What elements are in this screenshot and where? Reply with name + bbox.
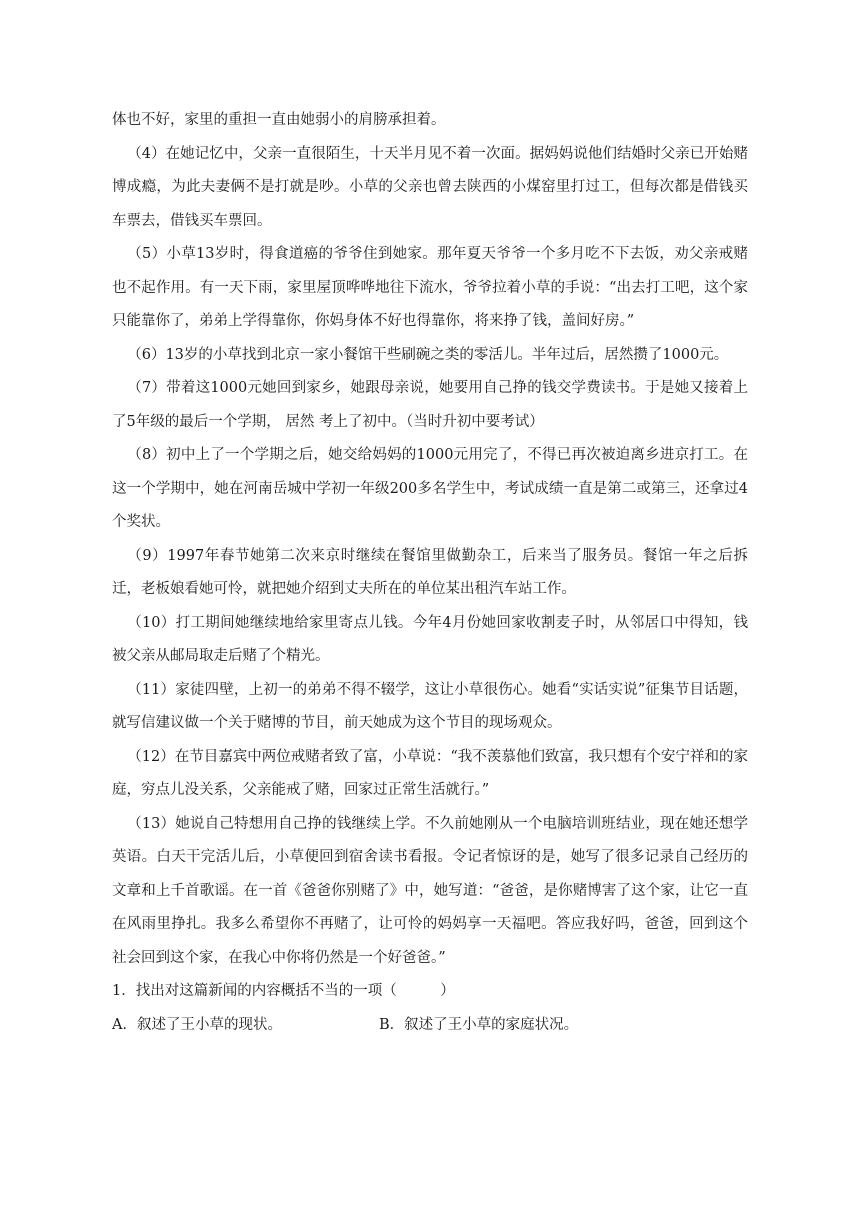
option-a[interactable]: A．叙述了王小草的现状。 bbox=[112, 1016, 282, 1033]
article-paragraph: （5）小草13岁时，得食道癌的爷爷住到她家。那年夏天爷爷一个多月吃不下去饭，劝父亲戒赌也不起作用。有一天下雨，家里屋顶哗哗地往下流水，爷爷拉着小草的手说：“出去打工吧，这个家只能靠你了，弟弟上学得靠你，你妈身体不好也得靠你，将来挣了钱，盖间好房。” bbox=[112, 246, 748, 329]
article-paragraph: （8）初中上了一个学期之后，她交给妈妈的1000元用完了，不得已再次被迫离乡进京打工。在这一个学期中，她在河南岳城中学初一年级200多名学生中，考试成绩一直是第二或第三，还拿过4个奖状。 bbox=[112, 447, 748, 530]
article-paragraph: （9）1997年春节她第二次来京时继续在餐馆里做勤杂工，后来当了服务员。餐馆一年之后拆迁，老板娘看她可怜，就把她介绍到丈夫所在的单位某出租汽车站工作。 bbox=[112, 547, 748, 597]
article-body bbox=[112, 104, 748, 975]
article-paragraph: （4）在她记忆中，父亲一直很陌生，十天半月见不着一次面。据妈妈说他们结婚时父亲已开始赌博成瘾，为此夫妻俩不是打就是吵。小草的父亲也曾去陕西的小煤窑里打过工，但每次都是借钱买车票去，借钱买车票回。 bbox=[112, 145, 748, 229]
question-stem: 1．找出对这篇新闻的内容概括不当的一项（ ） bbox=[112, 983, 455, 999]
article-paragraph: （10）打工期间她继续地给家里寄点儿钱。今年4月份她回家收割麦子时，从邻居口中得知，钱被父亲从邮局取走后赌了个精光。 bbox=[112, 614, 748, 664]
article-paragraph: （11）家徒四壁，上初一的弟弟不得不辍学，这让小草很伤心。她看“实话实说”征集节目话题，就写信建议做一个关于赌博的节目，前天她成为这个节目的现场观众。 bbox=[112, 681, 748, 731]
article-paragraph: （6）13岁的小草找到北京一家小餐馆干些刷碗之类的零活儿。半年过后，居然攒了1000元。 bbox=[127, 346, 729, 363]
article-paragraph: （7）带着这1000元她回到家乡，她跟母亲说，她要用自己挣的钱交学费读书。于是她又接着上了5年级的最后一个学期， 居然 考上了初中。（当时升初中要考试） bbox=[112, 380, 748, 430]
article-paragraph: （13）她说自己特想用自己挣的钱继续上学。不久前她刚从一个电脑培训班结业，现在她还想学英语。白天干完活儿后，小草便回到宿舍读书看报。令记者惊讶的是，她写了很多记录自己经历的文章和上千首歌谣。在一首《爸爸你别赌了》中，她写道：“爸爸，是你赌博害了这个家，让它一直在风雨里挣扎。我多么希望你不再赌了，让可怜的妈妈享一天福吧。答应我好吗，爸爸，回到这个社会回到这个家，在我心中你将仍然是一个好爸爸。” bbox=[112, 815, 748, 966]
option-b[interactable]: B．叙述了王小草的家庭状况。 bbox=[379, 1016, 579, 1033]
article-paragraph: 体也不好，家里的重担一直由她弱小的肩膀承担着。 bbox=[112, 112, 446, 128]
article-paragraph: （12）在节目嘉宾中两位戒赌者致了富，小草说：“我不羡慕他们致富，我只想有个安宁祥和的家庭，穷点儿没关系，父亲能戒了赌，回家过正常生活就行。” bbox=[112, 748, 748, 798]
answer-options bbox=[112, 1009, 748, 1043]
